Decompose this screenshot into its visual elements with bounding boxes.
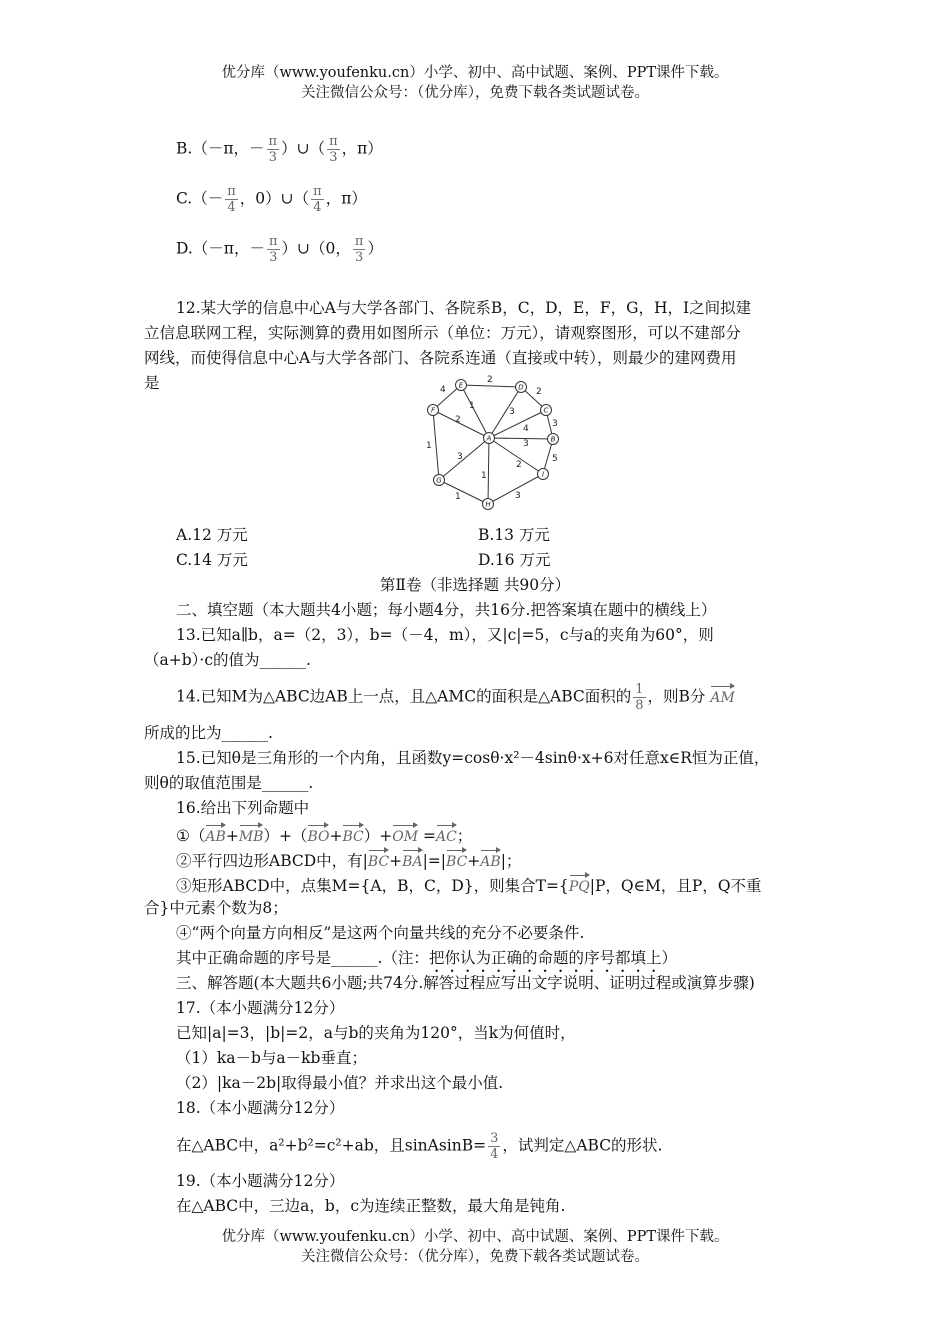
- svg-text:C: C: [543, 406, 549, 415]
- edge-ah: [488, 438, 489, 504]
- edge-gf: [433, 410, 439, 480]
- weight-ah: 1: [481, 471, 487, 481]
- q17-item-1: （1）ka－b与a－kb垂直；: [176, 1049, 367, 1067]
- node-c: [541, 405, 552, 416]
- q16-item-3-line-2: 合}中元素个数为8；: [144, 899, 288, 917]
- node-b: [548, 434, 559, 445]
- weight-ag: 3: [457, 452, 463, 462]
- svg-text:F: F: [430, 406, 436, 415]
- q16-item-1: ①（AB+MB）+（BO+BC）+OM =AC；: [176, 822, 472, 848]
- footer-line-2: 关注微信公众号：（优分库），免费下载各类试题试卷。: [301, 1249, 649, 1265]
- q12-line-2: 立信息联网工程，实际测算的费用如图所示（单位：万元），请观察图形，可以不建部分: [144, 324, 741, 342]
- section3-heading: 三、解答题(本大题共6小题;共74分.解答过程应写出文字说明、证明过程或演算步骤): [176, 974, 755, 992]
- node-f: [428, 405, 439, 416]
- svg-text:D: D: [518, 383, 524, 392]
- q18-title: 18.（本小题满分12分）: [176, 1099, 345, 1117]
- q12-line-1: 12.某大学的信息中心A与大学各部门、各院系B，C，D，E，F，G，H，I之间拟建: [176, 299, 752, 317]
- q15-line-1: 15.已知θ是三角形的一个内角，且函数y=cosθ·x²－4sinθ·x+6对任意x∈R恒为正值，: [176, 749, 770, 767]
- q15-line-2: 则θ的取值范围是______.: [144, 774, 314, 792]
- header-line-1: 优分库（www.youfenku.cn）小学、初中、高中试题、案例、PPT课件下载。: [221, 65, 729, 81]
- q16-title: 16.给出下列命题中: [176, 799, 310, 817]
- weight-ab: 3: [523, 439, 529, 449]
- weight-ai: 2: [516, 460, 522, 470]
- q12-option-b: B.13 万元: [478, 526, 550, 544]
- edge-ae: [461, 385, 489, 438]
- node-d: [516, 382, 527, 393]
- node-e: [456, 380, 467, 391]
- q16-item-2: ②平行四边形ABCD中，有|BC+BA|=|BC+AB|；: [176, 847, 521, 873]
- q11-option-b: B.（－π，－ $\frac{\pi}{3}$ ）∪（ $\frac{\pi}{3}$ ，π）: [176, 134, 383, 165]
- weight-af: 2: [455, 415, 461, 425]
- q17-title: 17.（本小题满分12分）: [176, 999, 345, 1017]
- node-i: [538, 469, 549, 480]
- svg-text:I: I: [541, 470, 545, 479]
- weight-ef: 4: [440, 385, 446, 395]
- network-graph: [410, 370, 580, 515]
- edge-af: [433, 410, 489, 438]
- q13-line-2: （a+b）·c的值为______.: [144, 651, 311, 669]
- q12-option-a: A.12 万元: [176, 526, 248, 544]
- q12-option-d: D.16 万元: [478, 551, 551, 569]
- weight-dc: 2: [536, 387, 542, 397]
- q17-item-2: （2）|ka－2b|取得最小值？并求出这个最小值.: [176, 1074, 504, 1092]
- edge-ab: [489, 438, 553, 439]
- edge-ed: [461, 385, 521, 387]
- svg-text:B: B: [550, 435, 556, 444]
- svg-text:A: A: [486, 434, 492, 443]
- svg-text:E: E: [458, 381, 464, 390]
- q13-line-1: 13.已知a∥b，a=（2，3），b=（－4，m），又|c|=5，c与a的夹角为60°，则: [176, 626, 714, 644]
- q11-option-d: D.（－π，－ $\frac{\pi}{3}$ ）∪（0， $\frac{\pi}{3}$ ）: [176, 234, 383, 265]
- weight-ae: 1: [469, 401, 475, 411]
- svg-text:H: H: [485, 500, 491, 509]
- weight-ad: 3: [509, 407, 515, 417]
- weight-cb: 3: [552, 419, 558, 429]
- q18-line-1: 在△ABC中，a²+b²=c²+ab，且sinAsinB= $\frac{3}{4}$ ，试判定△ABC的形状.: [176, 1131, 663, 1162]
- q16-item-4: ④“两个向量方向相反”是这两个向量共线的充分不必要条件.: [176, 924, 585, 942]
- weight-hg: 1: [455, 492, 461, 502]
- q14-line-1: 14.已知M为△ABC边AB上一点，且△AMC的面积是△ABC面积的 $\frac{1}{8}$ ，则B分 AM: [176, 682, 735, 713]
- weight-gf: 1: [426, 441, 432, 451]
- weight-bi: 5: [552, 454, 558, 464]
- q17-line-1: 已知|a|=3，|b|=2，a与b的夹角为120°，当k为何值时，: [176, 1024, 576, 1042]
- edge-hg: [439, 480, 488, 504]
- weight-ih: 3: [515, 491, 521, 501]
- part2-title: 第Ⅱ卷（非选择题 共90分）: [379, 576, 571, 594]
- q12-line-3: 网线，而使得信息中心A与大学各部门、各院系连通（直接或中转），则最少的建网费用: [144, 349, 737, 367]
- q12-line-4: 是: [144, 374, 160, 392]
- q12-option-c: C.14 万元: [176, 551, 248, 569]
- node-g: [434, 475, 445, 486]
- q19-line-1: 在△ABC中，三边a，b，c为连续正整数，最大角是钝角.: [176, 1197, 566, 1215]
- q16-answer: 其中正确命题的序号是______.（注：把你认为正确的命题的序号都填上）: [176, 949, 677, 967]
- q19-title: 19.（本小题满分12分）: [176, 1172, 345, 1190]
- weight-ed: 2: [487, 375, 493, 385]
- header-line-2: 关注微信公众号：（优分库），免费下载各类试题试卷。: [301, 85, 649, 101]
- q16-item-3-line-1: ③矩形ABCD中，点集M={A，B，C，D}，则集合T={PQ|P，Q∈M，且P，Q不重: [176, 872, 762, 898]
- node-a: [484, 433, 495, 444]
- q11-option-c: C.（－ $\frac{\pi}{4}$ ，0）∪（ $\frac{\pi}{4}$ ，π）: [176, 184, 367, 215]
- section2-heading: 二、填空题（本大题共4小题；每小题4分，共16分.把答案填在题中的横线上）: [176, 601, 717, 619]
- node-h: [483, 499, 494, 510]
- weight-ac: 4: [523, 424, 529, 434]
- svg-text:G: G: [436, 476, 442, 485]
- q14-line-2: 所成的比为______.: [144, 724, 273, 742]
- footer-line-1: 优分库（www.youfenku.cn）小学、初中、高中试题、案例、PPT课件下载。: [221, 1229, 729, 1245]
